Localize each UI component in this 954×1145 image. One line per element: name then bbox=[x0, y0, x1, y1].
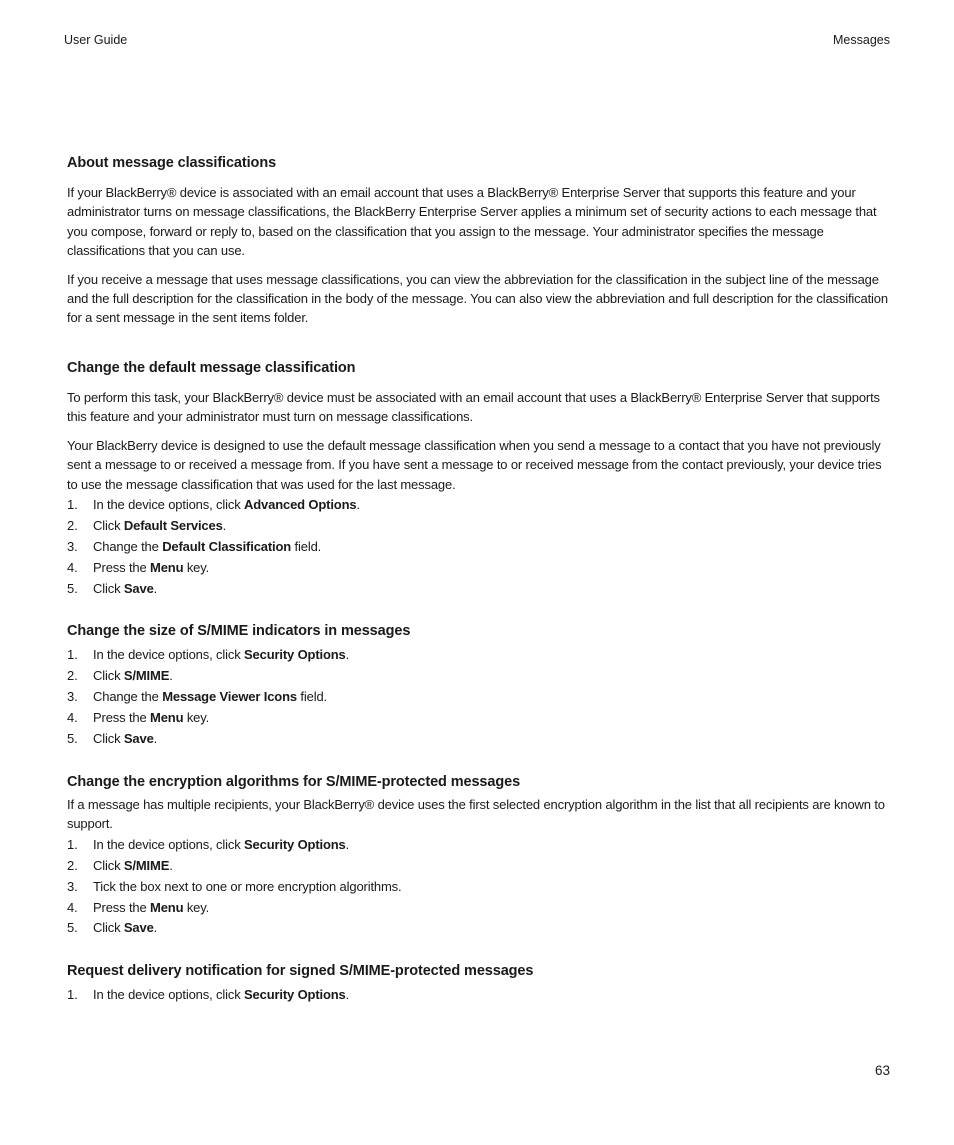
step-ui-term: Save bbox=[123, 580, 154, 596]
section-title: Request delivery notification for signed S/MIME-protected messages bbox=[67, 963, 534, 979]
step-ui-term: Save bbox=[123, 730, 154, 746]
step-ui-term: Security Options bbox=[244, 647, 346, 662]
step-item bbox=[67, 877, 893, 898]
step-text-end: key. bbox=[183, 559, 210, 575]
step-number: 3. bbox=[67, 878, 78, 894]
step-number: 1. bbox=[67, 987, 78, 1002]
step-number: 1. bbox=[67, 647, 78, 662]
paragraph: To perform this task, your BlackBerry® device must be associated with an email account that uses a BlackBerry® Enterprise Server that supports this feature and your administrator must turn on message classifications. bbox=[67, 390, 880, 425]
step-text-end: key. bbox=[183, 899, 210, 915]
step-text: In the device options, click bbox=[93, 987, 245, 1002]
step-number: 2. bbox=[67, 857, 78, 873]
step-text-end: key. bbox=[183, 709, 210, 725]
section-title: Change the default message classification bbox=[67, 360, 356, 376]
step-item bbox=[67, 516, 893, 537]
step-number: 5. bbox=[67, 580, 78, 596]
step-ui-term: S/MIME bbox=[123, 857, 170, 873]
step-number: 1. bbox=[67, 836, 78, 852]
step-text-end: . bbox=[345, 836, 350, 852]
step-number: 5. bbox=[67, 920, 78, 936]
step-ui-term: Menu bbox=[150, 899, 184, 915]
step-text-end: . bbox=[153, 730, 158, 746]
step-text: Tick the box next to one or more encryption algorithms. bbox=[93, 878, 402, 894]
step-text: Change the bbox=[93, 538, 163, 554]
paragraph: Your BlackBerry device is designed to use the default message classification when you send a message to a contact that you have not previously sent a message to or received a message from. If you have sent a message to or received message from the contact previously, your device tries to use the message classification that was used for the last message. bbox=[67, 437, 882, 492]
steps-list bbox=[67, 495, 893, 600]
step-text: Press the bbox=[93, 559, 151, 575]
step-text-end: . bbox=[345, 647, 350, 662]
steps-list bbox=[67, 645, 893, 750]
step-text: Click bbox=[93, 517, 124, 533]
step-text: Click bbox=[93, 730, 124, 746]
step-text: Press the bbox=[93, 899, 151, 915]
step-item bbox=[67, 918, 893, 939]
step-number: 4. bbox=[67, 559, 78, 575]
step-ui-term: Menu bbox=[150, 709, 184, 725]
step-text: Click bbox=[93, 667, 124, 683]
steps-list bbox=[67, 835, 893, 940]
step-item bbox=[67, 558, 893, 579]
step-ui-term: Security Options bbox=[244, 987, 346, 1002]
section-change-smime-indicator-size bbox=[67, 621, 893, 750]
paragraph: If you receive a message that uses message classifications, you can view the abbreviation for the classification in the subject line of the message and the full description for the classification in the body of the message. You can also view the abbreviation and full description for the classification for a sent message in the sent items folder. bbox=[67, 271, 888, 326]
step-number: 2. bbox=[67, 517, 78, 533]
step-text-end: . bbox=[356, 497, 360, 513]
running-header-right: Messages bbox=[833, 33, 890, 47]
step-ui-term: Save bbox=[123, 920, 154, 936]
step-item bbox=[67, 898, 893, 919]
step-ui-term: Default Services bbox=[123, 517, 223, 533]
step-text-end: field. bbox=[291, 538, 322, 554]
step-item bbox=[67, 537, 893, 558]
step-text: In the device options, click bbox=[93, 647, 245, 662]
step-item bbox=[67, 985, 893, 1006]
step-number: 4. bbox=[67, 899, 78, 915]
step-item bbox=[67, 835, 893, 856]
step-ui-term: S/MIME bbox=[123, 667, 170, 683]
step-ui-term: Default Classification bbox=[162, 538, 292, 554]
step-text: In the device options, click bbox=[93, 836, 245, 852]
step-text: In the device options, click bbox=[93, 497, 245, 513]
step-text: Click bbox=[93, 857, 124, 873]
step-number: 5. bbox=[67, 730, 78, 746]
section-change-encryption-algorithms bbox=[67, 772, 893, 939]
step-item bbox=[67, 495, 893, 516]
step-item bbox=[67, 856, 893, 877]
step-text-end: . bbox=[169, 667, 173, 683]
section-title: Change the size of S/MIME indicators in messages bbox=[67, 623, 411, 639]
step-text: Change the bbox=[93, 688, 163, 704]
step-number: 1. bbox=[67, 497, 78, 513]
step-number: 3. bbox=[67, 688, 78, 704]
step-number: 3. bbox=[67, 538, 78, 554]
section-title: Change the encryption algorithms for S/MIME-protected messages bbox=[67, 774, 521, 790]
step-text: Press the bbox=[93, 709, 151, 725]
step-text: Click bbox=[93, 920, 124, 936]
step-text-end: field. bbox=[296, 688, 327, 704]
step-text-end: . bbox=[169, 857, 173, 873]
step-item bbox=[67, 687, 893, 708]
step-number: 2. bbox=[67, 667, 78, 683]
steps-list bbox=[67, 985, 893, 1006]
step-ui-term: Security Options bbox=[244, 836, 346, 852]
step-ui-term: Advanced Options bbox=[244, 497, 357, 513]
step-text-end: . bbox=[153, 580, 158, 596]
step-ui-term: Menu bbox=[150, 559, 184, 575]
page-number: 63 bbox=[874, 1063, 890, 1078]
step-number: 4. bbox=[67, 709, 78, 725]
step-item bbox=[67, 729, 893, 750]
section-about-message-classifications bbox=[67, 153, 893, 328]
step-item bbox=[67, 579, 893, 600]
step-text-end: . bbox=[222, 517, 227, 533]
step-item bbox=[67, 708, 893, 729]
running-header-left: User Guide bbox=[64, 33, 128, 47]
step-ui-term: Message Viewer Icons bbox=[162, 688, 297, 704]
section-change-default-classification bbox=[67, 358, 893, 600]
step-item bbox=[67, 666, 893, 687]
step-text-end: . bbox=[153, 920, 158, 936]
paragraph: If your BlackBerry® device is associated with an email account that uses a BlackBerry® Enterprise Server that supports this feature and your administrator turns on message classifications, the BlackBerry Enterprise Server applies a minimum set of security actions to each message that you compose, forward or reply to, based on the classification that you assign to the message. Your administrator specifies the message classifications that you can use. bbox=[67, 185, 877, 259]
step-text-end: . bbox=[345, 987, 350, 1002]
step-text: Click bbox=[93, 580, 124, 596]
paragraph: If a message has multiple recipients, your BlackBerry® device uses the first selected encryption algorithm in the list that all recipients are known to support. bbox=[67, 797, 885, 832]
step-item bbox=[67, 645, 893, 666]
section-request-delivery-notification bbox=[67, 961, 893, 1006]
section-title: About message classifications bbox=[67, 155, 277, 171]
